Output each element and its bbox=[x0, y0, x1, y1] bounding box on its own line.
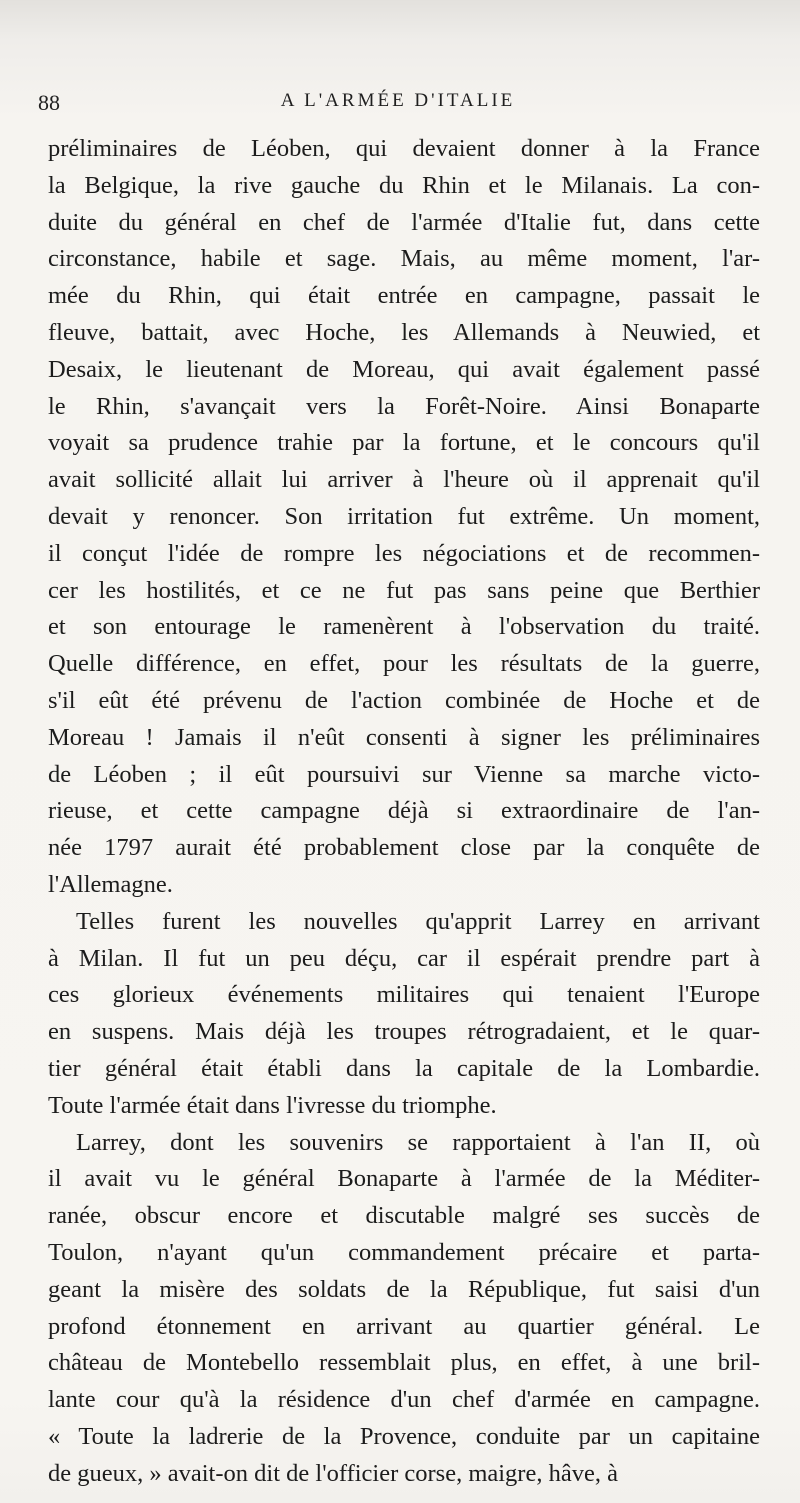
paragraph bbox=[48, 1125, 760, 1493]
text-line: de Léoben ; il eût poursuivi sur Vienne sa marche victo- bbox=[48, 760, 760, 788]
text-line: rieuse, et cette campagne déjà si extraordinaire de l'an- bbox=[48, 797, 760, 825]
text-line: en suspens. Mais déjà les troupes rétrogradaient, et le quar- bbox=[48, 1018, 760, 1046]
text-line: ces glorieux événements militaires qui tenaient l'Europe bbox=[48, 981, 760, 1009]
text-line: Toute l'armée était dans l'ivresse du triomphe. bbox=[48, 1091, 497, 1119]
text-line: mée du Rhin, qui était entrée en campagne, passait le bbox=[48, 282, 760, 310]
text-line: fleuve, battait, avec Hoche, les Allemands à Neuwied, et bbox=[48, 318, 760, 346]
running-head: A L'ARMÉE D'ITALIE bbox=[280, 90, 516, 111]
text-line: de gueux, » avait-on dit de l'officier corse, maigre, hâve, à bbox=[48, 1459, 618, 1487]
text-line: Larrey, dont les souvenirs se rapportaient à l'an II, où bbox=[76, 1128, 760, 1156]
text-line: s'il eût été prévenu de l'action combinée de Hoche et de bbox=[48, 686, 760, 714]
text-line: tier général était établi dans la capitale de la Lombardie. bbox=[48, 1054, 760, 1082]
text-line: Desaix, le lieutenant de Moreau, qui avait également passé bbox=[48, 355, 760, 383]
text-line: château de Montebello ressemblait plus, en effet, à une bril- bbox=[48, 1349, 760, 1377]
text-line: circonstance, habile et sage. Mais, au même moment, l'ar- bbox=[48, 245, 760, 273]
text-line: ranée, obscur encore et discutable malgré ses succès de bbox=[48, 1202, 760, 1230]
page-header bbox=[38, 88, 758, 118]
text-line: geant la misère des soldats de la République, fut saisi d'un bbox=[48, 1275, 760, 1303]
text-line: préliminaires de Léoben, qui devaient donner à la France bbox=[48, 135, 760, 162]
text-line: « Toute la ladrerie de la Provence, conduite par un capitaine bbox=[48, 1422, 760, 1450]
text-line: devait y renoncer. Son irritation fut extrême. Un moment, bbox=[48, 502, 760, 530]
text-line: lante cour qu'à la résidence d'un chef d'armée en campagne. bbox=[48, 1386, 760, 1414]
text-line: et son entourage le ramenèrent à l'observation du traité. bbox=[48, 613, 760, 641]
text-line: l'Allemagne. bbox=[48, 870, 173, 898]
text-line: Toulon, n'ayant qu'un commandement précaire et parta- bbox=[48, 1238, 760, 1266]
text-line: à Milan. Il fut un peu déçu, car il espérait prendre part à bbox=[48, 944, 760, 972]
text-line: le Rhin, s'avançait vers la Forêt-Noire. Ainsi Bonaparte bbox=[48, 392, 760, 420]
body-text bbox=[48, 131, 760, 1492]
text-line: Quelle différence, en effet, pour les résultats de la guerre, bbox=[48, 650, 760, 678]
text-line: née 1797 aurait été probablement close par la conquête de bbox=[48, 834, 760, 862]
text-line: cer les hostilités, et ce ne fut pas sans peine que Berthier bbox=[48, 576, 760, 604]
text-line: voyait sa prudence trahie par la fortune, et le concours qu'il bbox=[48, 429, 760, 457]
text-line: Moreau ! Jamais il n'eût consenti à signer les préliminaires bbox=[48, 723, 760, 751]
text-line: profond étonnement en arrivant au quartier général. Le bbox=[48, 1312, 760, 1340]
page-number: 88 bbox=[38, 90, 60, 115]
text-line: il avait vu le général Bonaparte à l'armée de la Méditer- bbox=[48, 1165, 760, 1193]
paragraph bbox=[48, 904, 760, 1125]
text-line: la Belgique, la rive gauche du Rhin et le Milanais. La con- bbox=[48, 171, 760, 199]
text-line: il conçut l'idée de rompre les négociations et de recommen- bbox=[48, 539, 760, 567]
text-line: avait sollicité allait lui arriver à l'heure où il apprenait qu'il bbox=[48, 466, 760, 494]
paragraph bbox=[48, 131, 760, 904]
text-line: Telles furent les nouvelles qu'apprit Larrey en arrivant bbox=[76, 907, 760, 935]
text-line: duite du général en chef de l'armée d'Italie fut, dans cette bbox=[48, 208, 760, 236]
